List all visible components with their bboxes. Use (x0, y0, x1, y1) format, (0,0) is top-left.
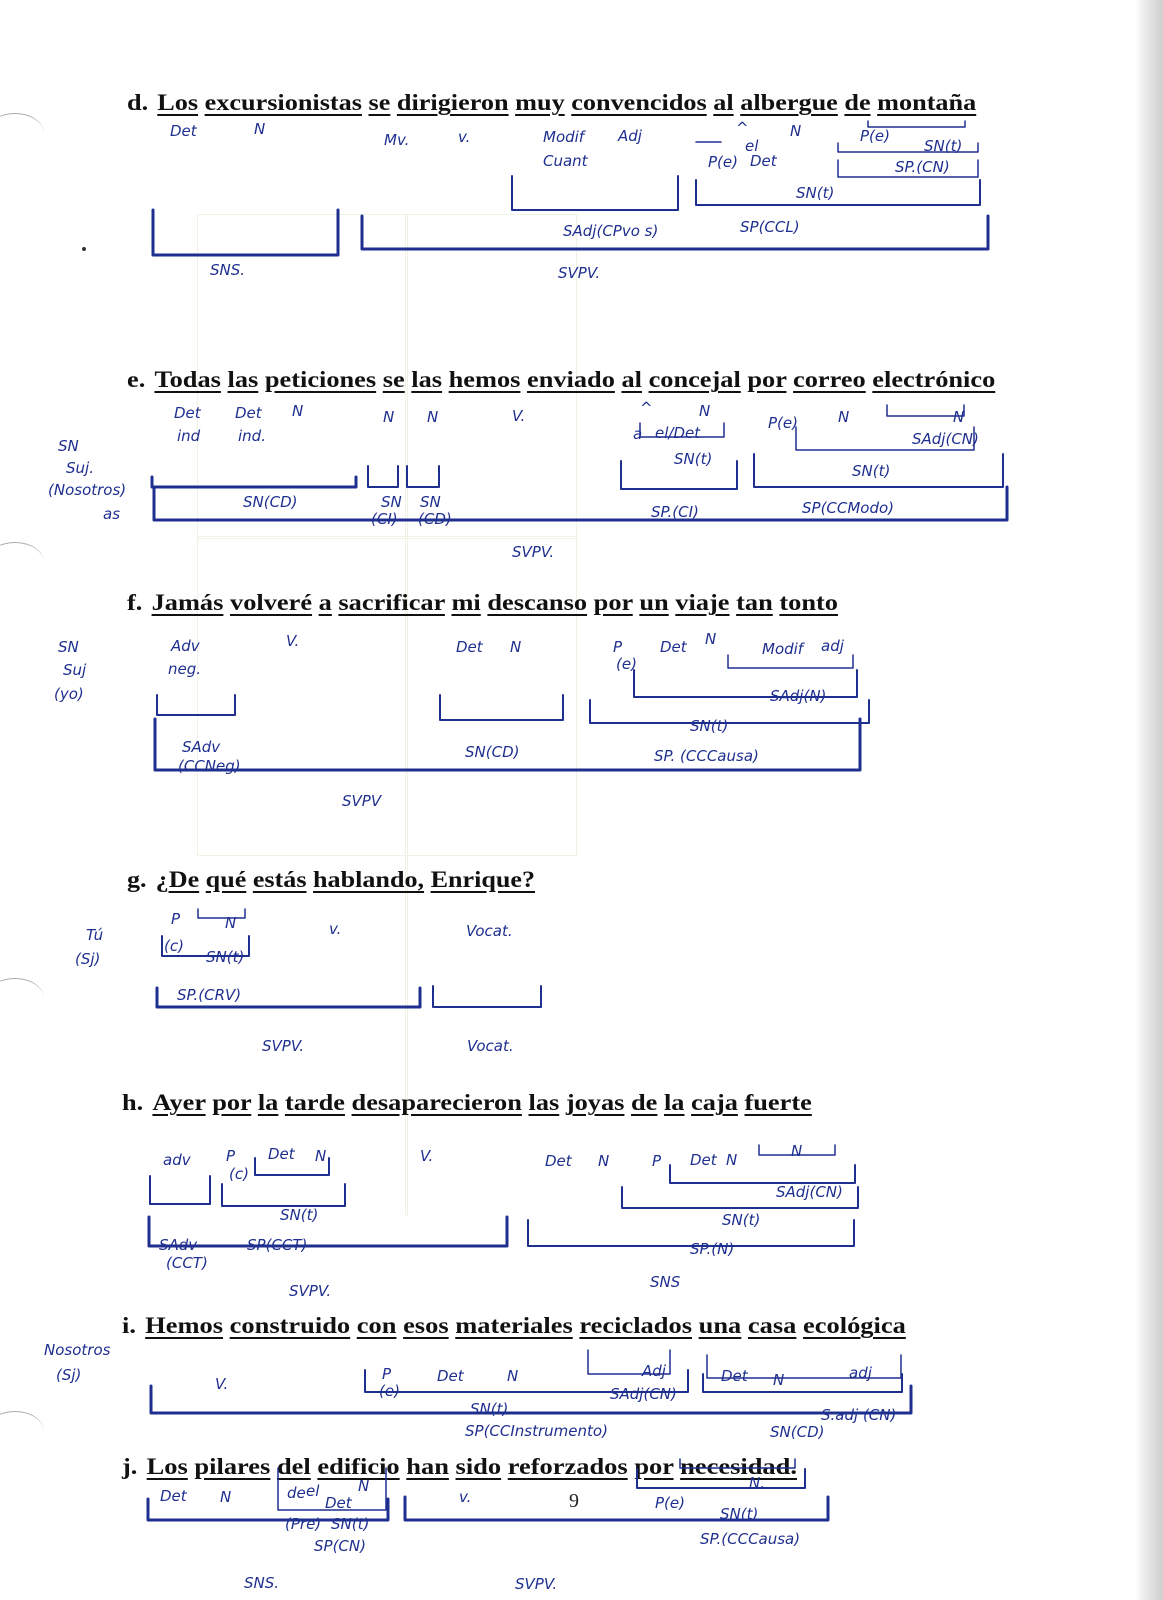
sentence-word: con (356, 1313, 397, 1338)
handwritten-label: P (382, 1365, 392, 1383)
sentence-word: volveré (229, 590, 313, 615)
sentence-word: hablando, (313, 867, 425, 892)
handwritten-label: SVPV. (289, 1282, 332, 1300)
sentence-word: enviado (527, 367, 615, 392)
handwritten-label: v. (458, 128, 471, 146)
handwritten-label: (Pre) (285, 1515, 322, 1533)
sentence-word: tarde (284, 1090, 345, 1115)
handwritten-label: SAdj(CPvo s) (563, 222, 659, 240)
handwritten-label: Det (160, 1487, 187, 1505)
handwritten-label: N (507, 1367, 519, 1385)
handwritten-label: as (103, 505, 121, 523)
handwritten-label: SN (420, 493, 441, 511)
handwritten-label: N (699, 402, 711, 420)
handwritten-label: el (306, 1482, 320, 1500)
handwritten-label: el/Det (655, 424, 701, 442)
handwritten-label: N (790, 122, 802, 140)
handwritten-label: SP(CN) (314, 1537, 366, 1555)
syntax-bracket (155, 719, 860, 770)
handwritten-label: Adv (171, 637, 200, 655)
handwritten-label: N (315, 1147, 327, 1165)
handwritten-label: SN (58, 437, 79, 455)
syntax-bracket (405, 1497, 828, 1520)
syntax-bracket (150, 1176, 210, 1204)
syntax-bracket (222, 1184, 345, 1206)
handwritten-label: SN(t) (924, 137, 963, 155)
handwritten-label: de (287, 1484, 306, 1502)
handwritten-label: P (613, 638, 623, 656)
handwritten-label: S.adj (CN) (821, 1406, 897, 1424)
handwritten-label: V. (286, 632, 300, 650)
handwritten-label: SN(CD) (770, 1423, 825, 1441)
handwritten-label: (CCT) (166, 1254, 208, 1272)
sentence-word: tan (736, 590, 773, 615)
syntax-bracket (255, 1158, 329, 1175)
handwritten-label: P(e) (655, 1494, 685, 1512)
handwritten-label: Suj. (66, 459, 94, 477)
syntax-bracket (157, 988, 420, 1007)
sentence-word: se (368, 90, 391, 115)
syntax-bracket (433, 986, 541, 1007)
handwritten-label: (Sj) (56, 1366, 82, 1384)
handwritten-label: N (225, 914, 237, 932)
handwritten-label: Det (750, 152, 777, 170)
handwritten-label: ^ (640, 399, 653, 417)
sentence-word: de (631, 1090, 658, 1115)
syntax-bracket (157, 695, 235, 715)
sentence-word: las (528, 1090, 560, 1115)
handwritten-label: (CD) (418, 510, 452, 528)
handwritten-label: (e) (379, 1382, 400, 1400)
sentence-word: las (227, 367, 259, 392)
sentence-word: al (621, 367, 642, 392)
handwritten-label: N (791, 1142, 803, 1160)
sentence-letter: e. (127, 367, 146, 392)
handwritten-label: SAdv (182, 738, 221, 756)
sentence-word: construido (229, 1313, 351, 1338)
handwritten-label: Cuant (543, 152, 588, 170)
handwritten-label: V. (215, 1375, 229, 1393)
sentence-word: muy (515, 90, 565, 115)
sentence-word: dirigieron (396, 90, 509, 115)
handwritten-label: N (598, 1152, 610, 1170)
handwritten-label: N (254, 120, 266, 138)
handwritten-label: adj (821, 637, 844, 655)
handwritten-label: a (633, 425, 643, 443)
handwritten-label: (Nosotros) (48, 481, 127, 499)
sentence-word: hemos (448, 367, 521, 392)
syntax-bracket (696, 180, 980, 205)
handwritten-label: SN(CD) (243, 493, 298, 511)
handwritten-label: N (773, 1371, 785, 1389)
sentence-word: fuerte (744, 1090, 812, 1115)
sentence-word: Todas (154, 367, 221, 392)
handwritten-label: (c) (229, 1165, 249, 1183)
sentence-word: ecológica (803, 1313, 906, 1338)
handwritten-label: v. (459, 1488, 472, 1506)
sentence-word: viaje (675, 590, 730, 615)
sentence-word: desaparecieron (351, 1090, 522, 1115)
handwritten-label: SAdj(CN) (776, 1183, 843, 1201)
sentence-word: sido (455, 1454, 502, 1479)
syntax-bracket (680, 1459, 795, 1468)
handwritten-label: P(e) (768, 414, 798, 432)
sentence-word: correo (793, 367, 866, 392)
syntax-bracket (634, 670, 857, 697)
handwritten-label: SVPV. (558, 264, 601, 282)
sentence-word: del (276, 1454, 311, 1479)
handwritten-label: SP(CCModo) (802, 499, 895, 517)
sentence-word: caja (691, 1090, 738, 1115)
syntax-bracket (703, 1374, 902, 1392)
handwritten-label: el (745, 137, 759, 155)
sentence-letter: j. (122, 1454, 138, 1479)
syntax-bracket (707, 1355, 901, 1378)
sentence-word: qué (205, 867, 247, 892)
syntax-bracket (149, 1217, 507, 1246)
handwritten-label: Mv. (384, 131, 410, 149)
handwritten-label: (e) (616, 655, 637, 673)
sentence-word: reforzados (507, 1454, 628, 1479)
sentence-word: estás (252, 867, 307, 892)
handwritten-label: N (510, 638, 522, 656)
syntax-bracket (796, 427, 974, 450)
sentence-word: Enrique? (430, 867, 536, 892)
handwritten-label: N (358, 1477, 370, 1495)
handwritten-label: SAdj(N) (770, 687, 827, 705)
handwritten-label: Det (660, 638, 687, 656)
sentence-word: Los (146, 1454, 188, 1479)
sentence-word: la (663, 1090, 685, 1115)
sentence-word: un (639, 590, 669, 615)
sentence-word: ¿De (155, 867, 200, 892)
handwritten-label: SN(CD) (465, 743, 520, 761)
handwritten-label: Modif (543, 128, 585, 146)
sentence-word: una (698, 1313, 742, 1338)
handwritten-label: (Sj) (75, 950, 101, 968)
handwritten-label: SVPV. (515, 1575, 558, 1593)
sentence-word: joyas (565, 1090, 625, 1115)
handwritten-label: SP.(CI) (651, 503, 699, 521)
syntax-bracket (278, 1468, 386, 1510)
handwritten-label: Vocat. (467, 1037, 514, 1055)
sentence-word: las (411, 367, 443, 392)
handwritten-label: N (953, 408, 965, 426)
handwritten-label: N (726, 1151, 738, 1169)
sentence-word: sacrificar (338, 590, 445, 615)
handwritten-label: SP.(N) (690, 1240, 735, 1258)
handwritten-label: (c) (164, 937, 184, 955)
handwritten-label: v. (329, 920, 342, 938)
syntax-bracket (154, 487, 1007, 520)
handwritten-label: V. (512, 407, 526, 425)
handwritten-label: SN(t) (331, 1515, 370, 1533)
handwritten-label: P (652, 1152, 662, 1170)
handwritten-label: (CI) (371, 510, 398, 528)
handwritten-label: SN(t) (280, 1206, 319, 1224)
sentence-word: a (318, 590, 332, 615)
handwritten-label: SP.(CN) (895, 158, 950, 176)
sentence-word: la (257, 1090, 279, 1115)
handwritten-label: Det (545, 1152, 572, 1170)
sentence-word: concejal (648, 367, 741, 392)
handwritten-label: ind (177, 427, 201, 445)
syntax-bracket (512, 176, 678, 210)
handwritten-label: SN(t) (722, 1211, 761, 1229)
sentence-letter: f. (127, 590, 143, 615)
sentence-word: pilares (194, 1454, 271, 1479)
handwritten-label: SNS. (210, 261, 246, 279)
sentence-word: electrónico (872, 367, 996, 392)
sentence-letter: i. (122, 1313, 136, 1338)
handwritten-label: Det (721, 1367, 748, 1385)
handwritten-label: SVPV (342, 792, 382, 810)
handwritten-label: Tú (86, 926, 104, 944)
handwritten-label: Det (456, 638, 483, 656)
handwritten-label: (CCNeg) (178, 757, 241, 775)
sentence-word: albergue (740, 90, 838, 115)
sentence-word: por (212, 1090, 252, 1115)
handwritten-label: Modif (762, 640, 804, 658)
handwritten-label: SP.(CCCausa) (700, 1530, 801, 1548)
handwritten-label: SN(t) (470, 1400, 509, 1418)
syntax-bracket (640, 423, 724, 437)
handwritten-label: neg. (168, 660, 202, 678)
handwritten-label: SN(t) (690, 717, 729, 735)
syntax-bracket (637, 1469, 805, 1488)
sentence-word: descanso (487, 590, 588, 615)
handwritten-label: Suj (63, 661, 87, 679)
syntax-bracket (588, 1350, 670, 1374)
handwritten-label: SNS (650, 1273, 681, 1291)
handwritten-label: Adj (642, 1362, 666, 1380)
sentence-word: peticiones (264, 367, 377, 392)
handwritten-label: SN(t) (720, 1505, 759, 1523)
handwritten-label: N (292, 402, 304, 420)
handwritten-label: SNS. (244, 1574, 280, 1592)
sentence-word: excursionistas (204, 90, 362, 115)
handwritten-label: Det (235, 404, 262, 422)
syntax-bracket (728, 655, 853, 668)
handwritten-label: P(e) (708, 153, 738, 171)
syntax-bracket (670, 1165, 855, 1183)
page-number: 9 (569, 1490, 579, 1512)
handwritten-label: N (705, 630, 717, 648)
sentence-word: materiales (455, 1313, 573, 1338)
handwritten-label: Det (437, 1367, 464, 1385)
handwritten-label: SN(t) (796, 184, 835, 202)
handwritten-label: P (226, 1147, 236, 1165)
handwritten-label: SVPV. (262, 1037, 305, 1055)
sentence-letter: g. (127, 867, 147, 892)
handwritten-label: N (383, 408, 395, 426)
sentence-word: tonto (779, 590, 838, 615)
sentence-word: convencidos (571, 90, 707, 115)
sentence-word: por (634, 1454, 674, 1479)
handwritten-label: SN(t) (206, 948, 245, 966)
handwritten-label: ^ (736, 119, 749, 137)
sentence-letter: h. (122, 1090, 144, 1115)
sentence-word: Jamás (151, 590, 224, 615)
handwritten-label: ind. (238, 427, 266, 445)
syntax-bracket (368, 466, 398, 487)
syntax-bracket (838, 143, 978, 152)
handwritten-label: SAdv (159, 1236, 198, 1254)
sentence-word: de (844, 90, 871, 115)
syntax-bracket (621, 461, 737, 489)
handwritten-label: N (838, 408, 850, 426)
syntax-bracket (440, 695, 563, 720)
syntax-bracket (153, 210, 338, 255)
handwritten-label: SN(t) (852, 462, 891, 480)
handwritten-label: Det (174, 404, 201, 422)
handwritten-label: SP. (CCCausa) (654, 747, 759, 765)
handwritten-label: N (427, 408, 439, 426)
sentence-letter: d. (127, 90, 149, 115)
syntax-bracket (362, 216, 988, 249)
handwritten-label: SAdj(CN) (610, 1385, 677, 1403)
handwritten-label: N. (749, 1474, 765, 1492)
sentence-word: se (382, 367, 405, 392)
syntax-bracket (407, 466, 439, 487)
sentence-word: Los (157, 90, 199, 115)
sentence-word: por (593, 590, 633, 615)
handwritten-label: SP(CCT) (247, 1236, 308, 1254)
sentence-word: edificio (317, 1454, 400, 1479)
sentence-word: reciclados (579, 1313, 693, 1338)
handwritten-label: SN(t) (674, 450, 713, 468)
sentence-word: por (747, 367, 787, 392)
handwritten-label: Det (690, 1151, 717, 1169)
sentence-word: casa (747, 1313, 797, 1338)
sentence-word: montaña (877, 90, 977, 115)
syntax-bracket (754, 454, 1003, 487)
handwritten-label: SN (58, 638, 79, 656)
handwritten-label: SP.(CRV) (177, 986, 242, 1004)
syntax-bracket (759, 1145, 835, 1155)
sentence-word: Ayer (152, 1090, 206, 1115)
sentence-word: han (406, 1454, 449, 1479)
handwritten-label: SN (381, 493, 402, 511)
handwritten-label: SAdj(CN) (912, 430, 979, 448)
syntax-bracket (887, 405, 964, 416)
handwritten-label: SP(CCInstrumento) (465, 1422, 608, 1440)
syntax-bracket (151, 1386, 911, 1413)
sentence-word: al (713, 90, 734, 115)
handwritten-label: Det (325, 1494, 352, 1512)
syntax-bracket (838, 160, 978, 177)
handwritten-label: Adj (618, 127, 642, 145)
handwritten-label: Det (268, 1145, 295, 1163)
handwritten-label: V. (420, 1147, 434, 1165)
handwritten-label: adj (849, 1364, 872, 1382)
handwritten-label: Det (170, 122, 197, 140)
handwritten-label: SVPV. (512, 543, 555, 561)
syntax-bracket (528, 1220, 854, 1246)
syntax-bracket (152, 477, 356, 487)
sentence-word: Hemos (145, 1313, 224, 1338)
handwritten-label: P(e) (860, 127, 890, 145)
handwritten-label: Vocat. (466, 922, 513, 940)
sentence-word: mi (451, 590, 481, 615)
syntax-bracket (162, 936, 249, 956)
syntax-bracket (868, 121, 965, 127)
syntax-bracket (622, 1187, 858, 1208)
handwritten-label: SP(CCL) (740, 218, 800, 236)
handwritten-label: P (171, 910, 181, 928)
syntax-bracket (590, 700, 869, 723)
sentence-word: esos (403, 1313, 449, 1338)
handwritten-label: (yo) (54, 685, 84, 703)
sentence-word: necesidad. (680, 1454, 797, 1479)
handwritten-label: Nosotros (44, 1341, 111, 1359)
handwritten-label: adv (163, 1151, 191, 1169)
handwritten-label: N (220, 1488, 232, 1506)
syntax-bracket (198, 909, 245, 918)
